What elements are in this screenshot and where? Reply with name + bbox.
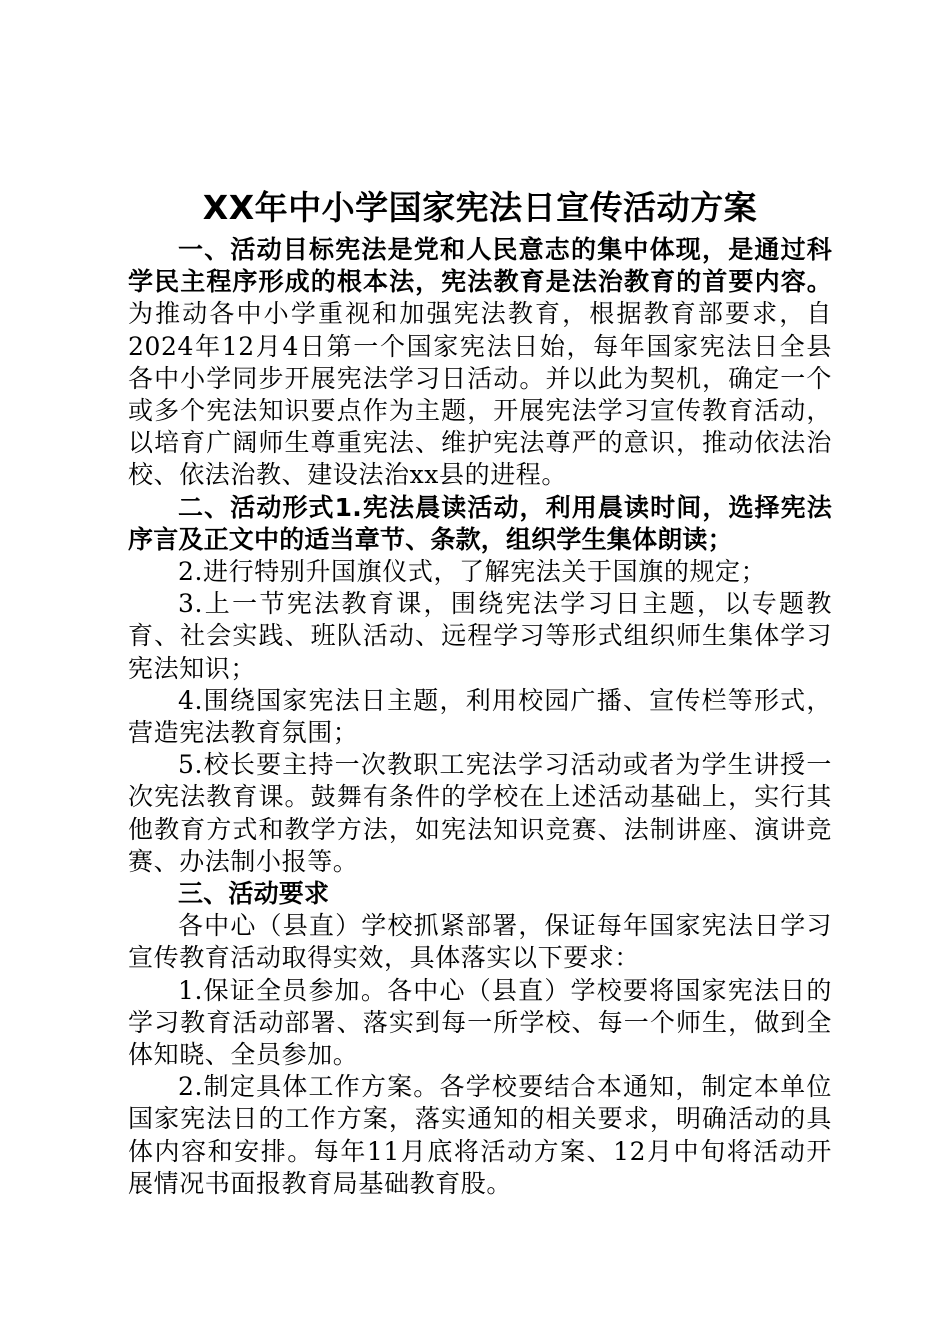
- section-3-item-1: 1.保证全员参加。各中心（县直）学校要将国家宪法日的学习教育活动部署、落实到每一所学校、每一个师生，做到全体知晓、全员参加。: [128, 975, 832, 1070]
- section-1-lead: 一、活动目标宪法是党和人民意志的集中体现，是通过科学民主程序形成的根本法，宪法教育是法治教育的首要内容。: [128, 235, 832, 297]
- section-3-item-2: 2.制定具体工作方案。各学校要结合本通知，制定本单位国家宪法日的工作方案，落实通知的相关要求，明确活动的具体内容和安排。每年11月底将活动方案、12月中旬将活动开展情况书面报教育局基础教育股。: [128, 1072, 832, 1198]
- section-2-item-5: 5.校长要主持一次教职工宪法学习活动或者为学生讲授一次宪法教育课。鼓舞有条件的学校在上述活动基础上，实行其他教育方式和教学方法，如宪法知识竞赛、法制讲座、演讲竞赛、办法制小报等。: [128, 750, 832, 876]
- section-2-lead: 二、活动形式1.宪法晨读活动，利用晨读时间，选择宪法序言及正文中的适当章节、条款，组织学生集体朗读；: [128, 492, 832, 554]
- document-body: [128, 186, 832, 1200]
- section-3-intro: 各中心（县直）学校抓紧部署，保证每年国家宪法日学习宣传教育活动取得实效，具体落实以下要求：: [128, 911, 832, 973]
- section-1-body: 为推动各中小学重视和加强宪法教育，根据教育部要求，自2024年12月4日第一个国家宪法日始，每年国家宪法日全县各中小学同步开展宪法学习日活动。并以此为契机，确定一个或多个宪法知识要点作为主题，开展宪法学习宣传教育活动，以培育广阔师生尊重宪法、维护宪法尊严的意识，推动依法治校、依法治教、建设法治xx县的进程。: [128, 299, 832, 490]
- section-2-item-4: 4.围绕国家宪法日主题，利用校园广播、宣传栏等形式，营造宪法教育氛围；: [128, 685, 832, 748]
- section-1-paragraph: [128, 234, 832, 492]
- section-2-item-3: 3.上一节宪法教育课，围绕宪法学习日主题，以专题教育、社会实践、班队活动、远程学习等形式组织师生集体学习宪法知识；: [128, 589, 832, 683]
- document-title: XX年中小学国家宪法日宣传活动方案: [202, 188, 758, 227]
- section-3-heading: 三、活动要求: [178, 879, 330, 909]
- section-2-item-2: 2.进行特别升国旗仪式，了解宪法关于国旗的规定；: [178, 557, 767, 587]
